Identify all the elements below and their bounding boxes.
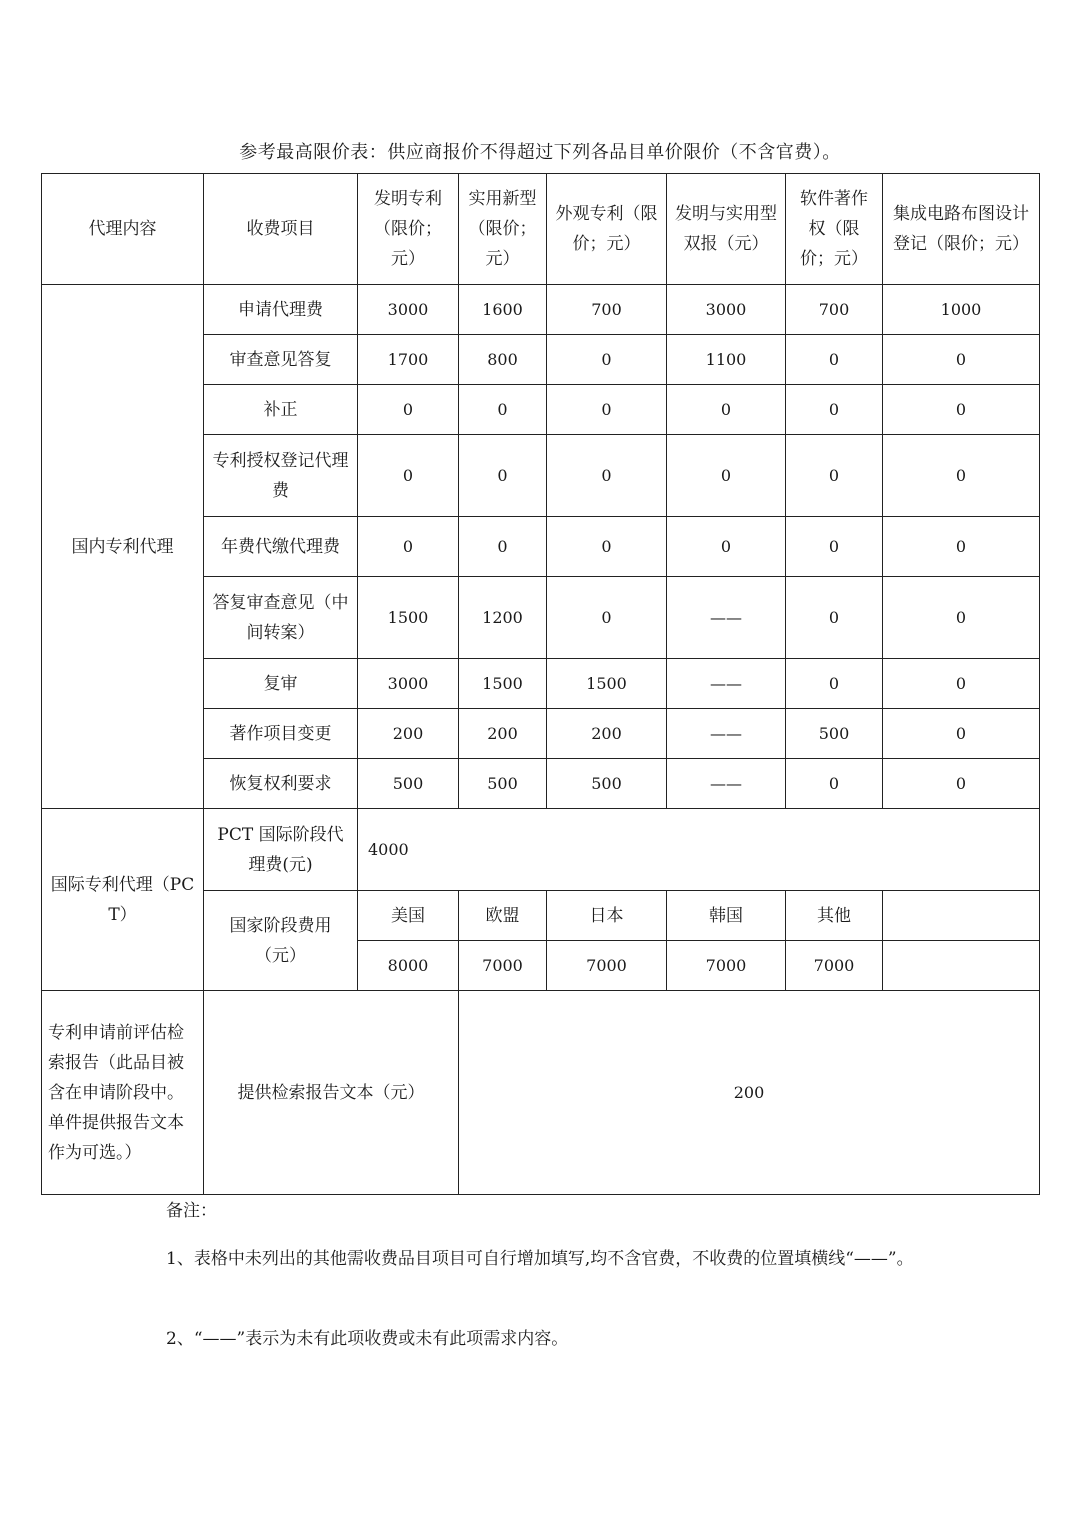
fee-value-cell: —— <box>667 759 786 809</box>
fee-value-cell: 1600 <box>459 285 547 335</box>
group-label-search: 专利申请前评估检索报告（此品目被含在申请阶段中。单件提供报告文本作为可选。） <box>42 991 204 1195</box>
header-cell-dual: 发明与实用型双报（元） <box>667 174 786 285</box>
fee-value-cell: 1700 <box>358 335 459 385</box>
fee-value-cell: 0 <box>459 517 547 577</box>
table-row <box>42 285 1040 335</box>
fee-value-cell: 1500 <box>459 659 547 709</box>
fee-value-cell: 500 <box>459 759 547 809</box>
fee-item-label: 年费代缴代理费 <box>204 517 358 577</box>
fee-value-cell: 3000 <box>358 659 459 709</box>
fee-value-cell: 0 <box>883 709 1040 759</box>
note-1: 1、表格中未列出的其他需收费品目项目可自行增加填写,均不含官费，不收费的位置填横线“——”。 <box>166 1249 914 1269</box>
fee-value-cell: —— <box>667 709 786 759</box>
country-label-cell: 日本 <box>547 891 667 941</box>
fee-value-cell: 200 <box>459 991 1040 1195</box>
fee-value-cell: 0 <box>547 517 667 577</box>
fee-value-cell: 0 <box>667 435 786 517</box>
group-label-international: 国际专利代理（PCT） <box>42 809 204 991</box>
fee-value-cell: 3000 <box>667 285 786 335</box>
fee-value-cell: 0 <box>883 577 1040 659</box>
fee-value-cell: 0 <box>883 335 1040 385</box>
fee-item-label: 国家阶段费用（元） <box>204 891 358 991</box>
notes-heading: 备注： <box>166 1201 217 1221</box>
empty-cell <box>883 941 1040 991</box>
fee-value-cell: 1500 <box>358 577 459 659</box>
fee-value-cell: 0 <box>883 659 1040 709</box>
fee-value-cell: 0 <box>786 385 883 435</box>
fee-item-label: 审查意见答复 <box>204 335 358 385</box>
fee-value-cell: 800 <box>459 335 547 385</box>
fee-value-cell: 0 <box>786 517 883 577</box>
fee-value-cell: 200 <box>547 709 667 759</box>
fee-value-cell: 0 <box>786 759 883 809</box>
country-label-cell: 其他 <box>786 891 883 941</box>
fee-value-cell: 0 <box>547 385 667 435</box>
fee-value-cell: 0 <box>358 517 459 577</box>
fee-value-cell: 0 <box>547 577 667 659</box>
fee-value-cell: 7000 <box>547 941 667 991</box>
pct-value-cell: 4000 <box>358 809 1040 891</box>
fee-value-cell: 0 <box>667 385 786 435</box>
fee-item-label: 申请代理费 <box>204 285 358 335</box>
fee-value-cell: 700 <box>786 285 883 335</box>
group-label-domestic: 国内专利代理 <box>42 285 204 809</box>
table-row <box>42 809 1040 891</box>
fee-value-cell: 0 <box>883 435 1040 517</box>
table-row <box>42 991 1040 1195</box>
header-row <box>42 174 1040 285</box>
header-cell-design: 外观专利（限价；元） <box>547 174 667 285</box>
fee-value-cell: 0 <box>786 659 883 709</box>
page-title: 参考最高限价表：供应商报价不得超过下列各品目单价限价（不含官费）。 <box>239 142 841 163</box>
fee-value-cell: —— <box>667 659 786 709</box>
fee-value-cell: 500 <box>358 759 459 809</box>
empty-cell <box>883 891 1040 941</box>
fee-value-cell: 0 <box>547 435 667 517</box>
fee-value-cell: 0 <box>459 435 547 517</box>
header-cell-item: 收费项目 <box>204 174 358 285</box>
fee-value-cell: 3000 <box>358 285 459 335</box>
country-label-cell: 欧盟 <box>459 891 547 941</box>
fee-value-cell: 0 <box>358 385 459 435</box>
fee-value-cell: 0 <box>786 435 883 517</box>
fee-value-cell: 8000 <box>358 941 459 991</box>
fee-item-label: 恢复权利要求 <box>204 759 358 809</box>
fee-value-cell: 7000 <box>459 941 547 991</box>
header-cell-invention: 发明专利（限价；元） <box>358 174 459 285</box>
fee-item-label: PCT 国际阶段代理费(元) <box>204 809 358 891</box>
header-cell-software: 软件著作权（限价；元） <box>786 174 883 285</box>
country-label-cell: 美国 <box>358 891 459 941</box>
header-cell-ic: 集成电路布图设计登记（限价；元） <box>883 174 1040 285</box>
fee-item-label: 专利授权登记代理费 <box>204 435 358 517</box>
fee-value-cell: 1200 <box>459 577 547 659</box>
fee-item-label: 著作项目变更 <box>204 709 358 759</box>
header-cell-content: 代理内容 <box>42 174 204 285</box>
note-2: 2、“——”表示为未有此项收费或未有此项需求内容。 <box>166 1329 569 1349</box>
fee-value-cell: 1000 <box>883 285 1040 335</box>
fee-value-cell: 0 <box>883 517 1040 577</box>
fee-value-cell: 0 <box>667 517 786 577</box>
fee-value-cell: 7000 <box>667 941 786 991</box>
fee-item-label: 提供检索报告文本（元） <box>204 991 459 1195</box>
header-cell-utility: 实用新型（限价；元） <box>459 174 547 285</box>
table-body <box>42 174 1040 1195</box>
fee-value-cell: 1500 <box>547 659 667 709</box>
fee-value-cell: 0 <box>358 435 459 517</box>
fee-value-cell: 0 <box>883 385 1040 435</box>
fee-value-cell: 500 <box>786 709 883 759</box>
fee-item-label: 答复审查意见（中间转案） <box>204 577 358 659</box>
fee-item-label: 复审 <box>204 659 358 709</box>
fee-value-cell: 0 <box>883 759 1040 809</box>
fee-item-label: 补正 <box>204 385 358 435</box>
price-limit-table <box>41 173 1040 1195</box>
fee-value-cell: 7000 <box>786 941 883 991</box>
fee-value-cell: —— <box>667 577 786 659</box>
fee-value-cell: 0 <box>459 385 547 435</box>
fee-value-cell: 500 <box>547 759 667 809</box>
fee-value-cell: 0 <box>547 335 667 385</box>
fee-value-cell: 0 <box>786 577 883 659</box>
fee-value-cell: 0 <box>786 335 883 385</box>
fee-value-cell: 1100 <box>667 335 786 385</box>
fee-value-cell: 200 <box>358 709 459 759</box>
fee-value-cell: 200 <box>459 709 547 759</box>
fee-value-cell: 700 <box>547 285 667 335</box>
country-label-cell: 韩国 <box>667 891 786 941</box>
